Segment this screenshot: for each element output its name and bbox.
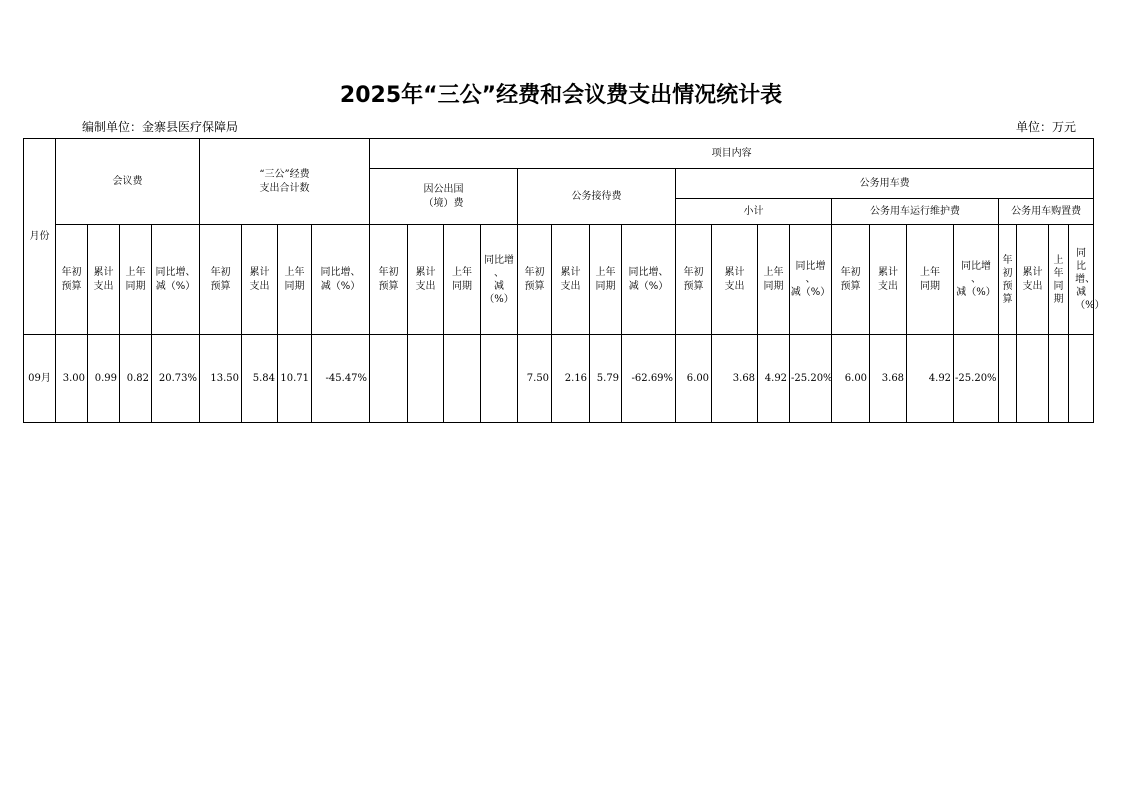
month-header: 月份 [24, 139, 56, 335]
reception-cumulative-header [552, 225, 590, 335]
header-text-prev-1: 上年 [763, 266, 784, 278]
header-text-yoy-a2: 减（%） [628, 280, 669, 292]
header-text-prev-2: 同期 [284, 280, 305, 292]
header-text-yoy-a1: 同比增、 [320, 266, 361, 278]
header-text-budget-1: 年初 [61, 266, 82, 278]
abroad-fee-header [370, 169, 518, 225]
meeting-fee-header: 会议费 [56, 139, 200, 225]
sangong-total-header [200, 139, 370, 225]
vehicle-run-cumulative-cell: 3.68 [870, 335, 907, 423]
subtotal-yoy-cell: -25.20% [790, 335, 832, 423]
header-text-yoy-b1: 同比增 [484, 254, 515, 266]
subtotal-prev-year-cell: 4.92 [758, 335, 790, 423]
reception-prev-year-header [590, 225, 622, 335]
meeting-yoy-header [152, 225, 200, 335]
header-text-cum-1: 累计 [249, 266, 270, 278]
statistics-table [23, 138, 1105, 423]
header-text-yoy-c3: 减（%） [956, 287, 996, 298]
meeting-budget-header [56, 225, 88, 335]
abroad-prev-year-cell [444, 335, 481, 423]
meeting-cumulative-cell: 0.99 [88, 335, 120, 423]
sangong-budget-header [200, 225, 242, 335]
header-text-budget-2: 预算 [378, 280, 399, 292]
meeting-prev-year-cell: 0.82 [120, 335, 152, 423]
header-text-cum-1: 累计 [560, 266, 581, 278]
header-text-cum-1: 累计 [724, 266, 745, 278]
header-text-v-prev: 上年同期 [1053, 254, 1064, 305]
header-text-cum-1: 累计 [878, 266, 899, 278]
header-text-prev-1: 上年 [284, 266, 305, 278]
header-text-budget-1: 年初 [378, 266, 399, 278]
vehicle-run-prev-year-header [907, 225, 954, 335]
vehicle-buy-budget-header [999, 225, 1017, 335]
header-text-v-budget: 年初预算 [1002, 254, 1013, 305]
meeting-budget-cell: 3.00 [56, 335, 88, 423]
header-text-cum-2: 支出 [249, 280, 270, 292]
vehicle-run-yoy-cell: -25.20% [954, 335, 999, 423]
header-text-cum-2: 支出 [93, 280, 114, 292]
header-text-cum-2: 支出 [878, 280, 899, 292]
sangong-budget-cell: 13.50 [200, 335, 242, 423]
meeting-yoy-cell: 20.73% [152, 335, 200, 423]
abroad-header-line2: （境）费 [423, 197, 464, 209]
vehicle-run-prev-year-cell: 4.92 [907, 335, 954, 423]
sangong-cumulative-header [242, 225, 278, 335]
header-text-budget-2: 预算 [61, 280, 82, 292]
vehicle-buy-cumulative-header [1017, 225, 1049, 335]
vehicle-buy-cumulative-cell [1017, 335, 1049, 423]
header-text-cum-2: 支出 [415, 280, 436, 292]
sangong-header-line1: “三公”经费 [259, 168, 310, 180]
header-text-budget-2: 预算 [210, 280, 231, 292]
reception-fee-header: 公务接待费 [518, 169, 676, 225]
vehicle-run-yoy-header [954, 225, 999, 335]
header-text-yoy-b4: （%） [484, 293, 514, 305]
header-text-yoy-a1: 同比增、 [155, 266, 196, 278]
unit-label: 单位：万元 [1015, 120, 1076, 134]
subtotal-header: 小计 [676, 199, 832, 225]
header-text-prev-2: 同期 [125, 280, 146, 292]
vehicle-buy-yoy-cell [1069, 335, 1094, 423]
header-text-cum-2: 支出 [560, 280, 581, 292]
subtotal-yoy-header [790, 225, 832, 335]
abroad-header-line1: 因公出国 [423, 183, 464, 195]
vehicle-buy-budget-cell [999, 335, 1017, 423]
header-text-prev-2: 同期 [595, 280, 616, 292]
header-text-prev-1: 上年 [452, 266, 473, 278]
abroad-cumulative-cell [408, 335, 444, 423]
header-text-prev-1: 上年 [125, 266, 146, 278]
subtotal-prev-year-header [758, 225, 790, 335]
header-text-prev-1: 上年 [595, 266, 616, 278]
reception-prev-year-cell: 5.79 [590, 335, 622, 423]
reception-budget-cell: 7.50 [518, 335, 552, 423]
header-text-yoy-b3: 减 [494, 280, 505, 292]
abroad-prev-year-header [444, 225, 481, 335]
header-row-4 [24, 225, 1094, 335]
project-content-header: 项目内容 [370, 139, 1094, 169]
header-text-yoy-a2: 减（%） [155, 280, 196, 292]
reception-yoy-cell: -62.69% [622, 335, 676, 423]
header-text-budget-2: 预算 [524, 280, 545, 292]
vehicle-run-header: 公务用车运行维护费 [832, 199, 999, 225]
reception-cumulative-cell: 2.16 [552, 335, 590, 423]
header-text-cum-1: 累计 [415, 266, 436, 278]
organization-label: 编制单位：金寨县医疗保障局 [82, 120, 239, 134]
header-text-yoy-a2: 减（%） [320, 280, 361, 292]
vehicle-buy-prev-year-cell [1049, 335, 1069, 423]
vehicle-run-budget-cell: 6.00 [832, 335, 870, 423]
sangong-yoy-header [312, 225, 370, 335]
header-text-budget-1: 年初 [683, 266, 704, 278]
header-text-cum-1: 累计 [93, 266, 114, 278]
abroad-budget-cell [370, 335, 408, 423]
vehicle-run-cumulative-header [870, 225, 907, 335]
vehicle-buy-header: 公务用车购置费 [999, 199, 1094, 225]
subtotal-cumulative-header [712, 225, 758, 335]
header-text-prev-2: 同期 [452, 280, 473, 292]
abroad-yoy-cell [481, 335, 518, 423]
header-text-prev-2: 同期 [920, 280, 941, 292]
header-text-v-yoy: 同比增、减（%） [1075, 248, 1105, 311]
header-text-yoy-b2: 、 [494, 267, 505, 279]
meeting-prev-year-header [120, 225, 152, 335]
vehicle-fee-header: 公务用车费 [676, 169, 1094, 199]
sangong-yoy-cell: -45.47% [312, 335, 370, 423]
table-row [24, 335, 1094, 423]
header-text-yoy-c3: 减（%） [790, 287, 831, 298]
header-row-1 [24, 139, 1094, 169]
header-text-prev-1: 上年 [920, 266, 941, 278]
abroad-budget-header [370, 225, 408, 335]
meeting-cumulative-header [88, 225, 120, 335]
sangong-prev-year-header [278, 225, 312, 335]
sangong-header-line2: 支出合计数 [259, 182, 310, 194]
subtotal-budget-cell: 6.00 [676, 335, 712, 423]
sangong-cumulative-cell: 5.84 [242, 335, 278, 423]
header-text-budget-1: 年初 [210, 266, 231, 278]
header-text-budget-2: 预算 [683, 280, 704, 292]
subtotal-budget-header [676, 225, 712, 335]
reception-budget-header [518, 225, 552, 335]
header-text-yoy-c2: 、 [971, 274, 982, 285]
header-text-yoy-c1: 同比增 [961, 261, 992, 272]
header-text-cum-1: 累计 [1022, 266, 1043, 278]
vehicle-buy-prev-year-header [1049, 225, 1069, 335]
header-text-cum-2: 支出 [724, 280, 745, 292]
abroad-cumulative-header [408, 225, 444, 335]
vehicle-buy-yoy-header [1069, 225, 1105, 335]
page-title: 2025年“三公”经费和会议费支出情况统计表 [339, 83, 783, 108]
header-text-yoy-c2: 、 [805, 274, 816, 285]
sangong-prev-year-cell: 10.71 [278, 335, 312, 423]
reception-yoy-header [622, 225, 676, 335]
subtotal-cumulative-cell: 3.68 [712, 335, 758, 423]
header-text-budget-1: 年初 [840, 266, 861, 278]
vehicle-run-budget-header [832, 225, 870, 335]
month-cell: 09月 [24, 335, 56, 423]
header-text-yoy-c1: 同比增 [795, 261, 826, 272]
header-text-cum-2: 支出 [1022, 280, 1043, 292]
header-text-budget-1: 年初 [524, 266, 545, 278]
header-text-budget-2: 预算 [840, 280, 861, 292]
header-text-yoy-a1: 同比增、 [628, 266, 669, 278]
header-text-prev-2: 同期 [763, 280, 784, 292]
abroad-yoy-header [481, 225, 518, 335]
